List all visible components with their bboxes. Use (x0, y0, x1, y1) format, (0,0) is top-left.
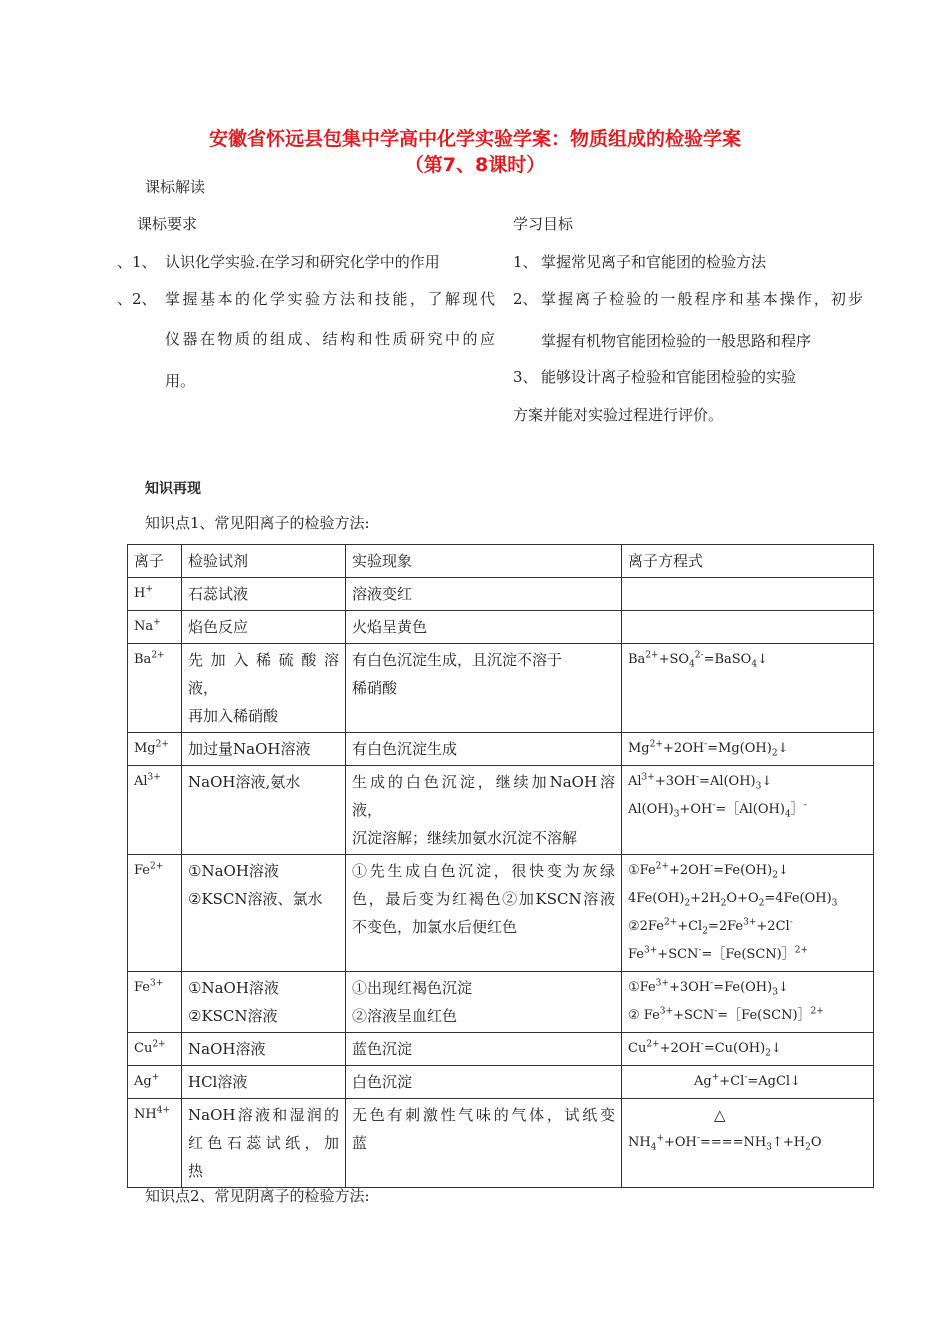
kp2-heading: 知识点2、常见阴离子的检验方法: (145, 1187, 370, 1205)
table-row (128, 611, 874, 644)
equation-cell (622, 578, 874, 611)
reagent-cell: NaOH溶液和湿润的 红色石蕊试纸，加 热 (182, 1099, 346, 1188)
table-row (128, 1099, 874, 1188)
right-col-heading: 学习目标 (513, 215, 574, 233)
equation-cell: $Mg^{2+}+2OH^-=Mg(OH)_2↓$ (622, 733, 874, 766)
table-row (128, 855, 874, 972)
phenomenon-cell: ①出现红褐色沉淀 ②溶液呈血红色 (346, 972, 622, 1033)
equation-cell: $Al^{3+}+3OH^-=Al(OH)_3↓$ $Al(OH)_3+OH^-=[Al(OH)_4]^-$ (622, 766, 874, 855)
equation-cell: $①Fe^{2+}+2OH^-=Fe(OH)_2↓$ $4Fe(OH)_2+2H_2O+O_2=4Fe(OH)_3$ $②2Fe^{2+}+Cl_2=2Fe^{3+}+2Cl^-$ $Fe^{3+}+SCN^-=[Fe(SCN)]^{2+}$ (622, 855, 874, 972)
ion-cell: H+ (128, 578, 182, 611)
left-item-num: 、2、 (117, 290, 157, 308)
right-item-num: 3、 (513, 368, 538, 386)
ion-cell: $Al^{3+}$ (128, 766, 182, 855)
right-item-text: 掌握常见离子和官能团的检验方法 (541, 253, 767, 271)
phenomenon-cell: 有白色沉淀生成，且沉淀不溶于 稀硝酸 (346, 644, 622, 733)
table-row (128, 733, 874, 766)
page-subtitle: （第7、8课时） (404, 154, 546, 176)
equation-cell (622, 611, 874, 644)
right-item-text: 掌握有机物官能团检验的一般思路和程序 (541, 332, 812, 350)
ion-cell: $Fe^{3+}$ (128, 972, 182, 1033)
section-interpret: 课标解读 (145, 178, 206, 196)
ion-cell: Ag+ (128, 1066, 182, 1099)
left-item-num: 、1、 (117, 253, 157, 271)
ion-cell: $Mg^{2+}$ (128, 733, 182, 766)
table-row (128, 578, 874, 611)
reagent-cell: NaOH溶液,氨水 (182, 766, 346, 855)
left-item-text: 用。 (165, 372, 196, 390)
phenomenon-cell: 生成的白色沉淀，继续加NaOH溶 液， 沉淀溶解；继续加氨水沉淀不溶解 (346, 766, 622, 855)
header-equation: 离子方程式 (622, 545, 874, 578)
reagent-cell: 先加入稀硫酸溶 液， 再加入稀硝酸 (182, 644, 346, 733)
right-item-text: 能够设计离子检验和官能团检验的实验 (541, 368, 797, 386)
equation-cell: △ $NH_4^++OH^-====NH_3↑+H_2O$ (622, 1099, 874, 1188)
table-header-row (128, 545, 874, 578)
ion-cell: $NH^{4+}$ (128, 1099, 182, 1188)
phenomenon-cell: 无色有刺激性气味的气体，试纸变 蓝 (346, 1099, 622, 1188)
equation-cell: $①Fe^{3+}+3OH^-=Fe(OH)_3↓$ ② $Fe^{3+}+SCN^-=[Fe(SCN)]^{2+}$ (622, 972, 874, 1033)
phenomenon-cell: 有白色沉淀生成 (346, 733, 622, 766)
ion-cell: $Fe^{2+}$ (128, 855, 182, 972)
right-item-text: 掌握离子检验的一般程序和基本操作，初步 (541, 290, 863, 308)
phenomenon-cell: 溶液变红 (346, 578, 622, 611)
phenomenon-cell: 白色沉淀 (346, 1066, 622, 1099)
knowledge-heading: 知识再现 (145, 481, 201, 497)
right-item-num: 1、 (513, 253, 538, 271)
table-row (128, 644, 874, 733)
table-row (128, 1066, 874, 1099)
reagent-cell: ①NaOH溶液 ②KSCN溶液、氯水 (182, 855, 346, 972)
phenomenon-cell: 火焰呈黄色 (346, 611, 622, 644)
right-item-text: 方案并能对实验过程进行评价。 (513, 406, 724, 424)
heat-symbol: △ (714, 1106, 726, 1124)
equation-cell: $Ba^{2+}+SO_4^{2-}=BaSO_4↓$ (622, 644, 874, 733)
phenomenon-cell: 蓝色沉淀 (346, 1033, 622, 1066)
left-col-heading: 课标要求 (137, 215, 198, 233)
reagent-cell: 焰色反应 (182, 611, 346, 644)
ion-cell: $Cu^{2+}$ (128, 1033, 182, 1066)
equation-cell: Ag++Cl-=AgCl↓ (622, 1066, 874, 1099)
header-phenomenon: 实验现象 (346, 545, 622, 578)
reagent-cell: 石蕊试液 (182, 578, 346, 611)
ion-cell: $Ba^{2+}$ (128, 644, 182, 733)
table-row (128, 766, 874, 855)
left-item-text: 掌握基本的化学实验方法和技能，了解现代 (165, 290, 495, 308)
header-reagent: 检验试剂 (182, 545, 346, 578)
reagent-cell: ①NaOH溶液 ②KSCN溶液 (182, 972, 346, 1033)
cation-test-table (127, 544, 874, 1188)
left-item-text: 认识化学实验.在学习和研究化学中的作用 (165, 253, 440, 271)
table-row (128, 1033, 874, 1066)
reagent-cell: NaOH溶液 (182, 1033, 346, 1066)
header-ion: 离子 (128, 545, 182, 578)
table-row (128, 972, 874, 1033)
page-title: 安徽省怀远县包集中学高中化学实验学案：物质组成的检验学案 (208, 128, 741, 150)
equation-cell: $Cu^{2+}+2OH^-=Cu(OH)_2↓$ (622, 1033, 874, 1066)
reagent-cell: 加过量NaOH溶液 (182, 733, 346, 766)
right-item-num: 2、 (513, 290, 538, 308)
left-item-text: 仪器在物质的组成、结构和性质研究中的应 (165, 330, 495, 348)
kp1-heading: 知识点1、常见阳离子的检验方法: (145, 514, 370, 532)
reagent-cell: HCl溶液 (182, 1066, 346, 1099)
phenomenon-cell: ①先生成白色沉淀，很快变为灰绿 色，最后变为红褐色②加KSCN溶液 不变色，加氯水后便红色 (346, 855, 622, 972)
ion-cell: Na+ (128, 611, 182, 644)
